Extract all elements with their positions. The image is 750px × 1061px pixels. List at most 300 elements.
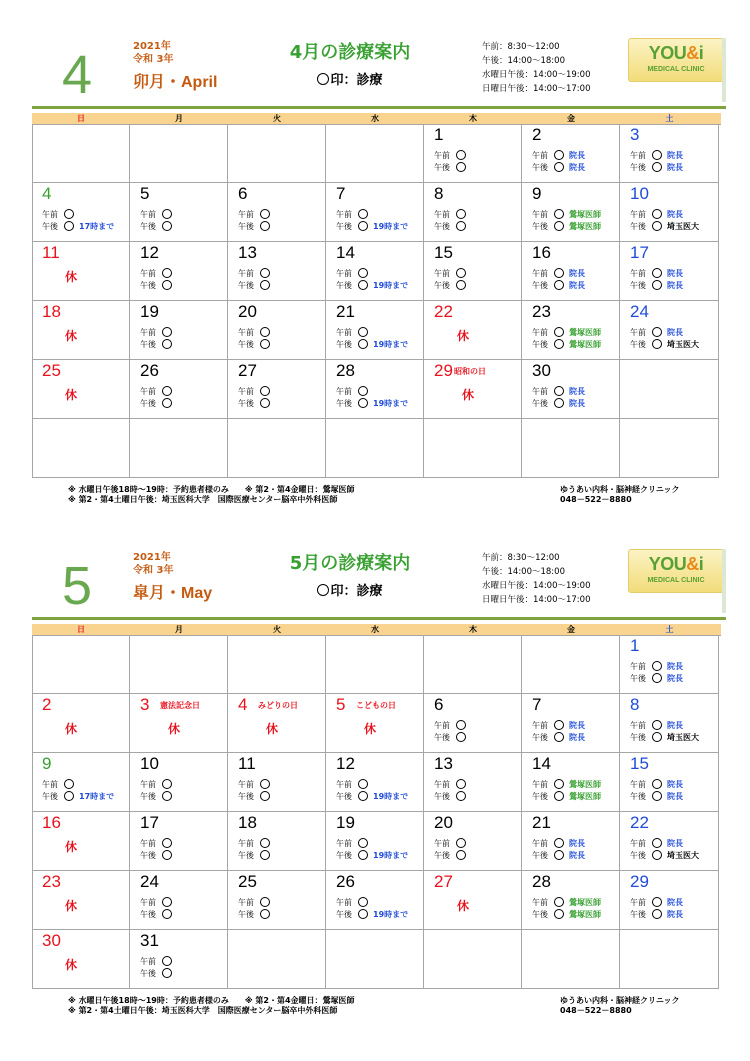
clinic-logo: [628, 549, 724, 593]
session-label: 午前: [532, 839, 548, 848]
session-note: 埼玉医大: [667, 733, 699, 742]
day-number: 28: [336, 361, 355, 380]
session-label: 午後: [434, 851, 450, 860]
day-cell: [620, 694, 719, 753]
session-label: 午前: [532, 780, 548, 789]
morning-row: [434, 838, 466, 849]
circle-icon: [260, 398, 270, 408]
morning-row: [140, 956, 172, 967]
day-cell: [130, 930, 228, 989]
circle-icon: [554, 221, 564, 231]
circle-icon: [260, 791, 270, 801]
session-label: 午後: [630, 910, 646, 919]
day-number: 7: [532, 695, 542, 714]
circle-icon: [162, 909, 172, 919]
circle-icon: [358, 791, 368, 801]
circle-icon: [554, 386, 564, 396]
afternoon-row: [140, 791, 172, 802]
holiday-name: 昭和の日: [454, 367, 486, 376]
morning-row: [140, 779, 172, 790]
circle-icon: [652, 209, 662, 219]
session-note: 院長: [569, 151, 585, 160]
logo-you: YOU: [648, 43, 687, 63]
day-number: 29: [434, 361, 453, 380]
morning-row: [140, 209, 172, 220]
morning-row: [238, 779, 270, 790]
afternoon-row: [238, 398, 270, 409]
session-label: 午前: [532, 898, 548, 907]
reiwa-label: 令和 3年: [133, 565, 174, 576]
session-label: 午前: [336, 210, 352, 219]
day-cell: [424, 183, 522, 242]
day-number: 8: [630, 695, 640, 714]
day-cell: [228, 694, 326, 753]
day-number: 17: [140, 813, 159, 832]
session-label: 午前: [336, 387, 352, 396]
day-number: 21: [336, 302, 355, 321]
session-note: 院長: [667, 328, 683, 337]
day-cell: [228, 242, 326, 301]
day-number: 1: [434, 125, 444, 144]
day-cell: [620, 812, 719, 871]
circle-icon: [260, 221, 270, 231]
clinic-name: ゆうあい内科・脳神経クリニック: [560, 485, 680, 494]
session-label: 午前: [238, 898, 254, 907]
day-number: 23: [42, 872, 61, 891]
session-label: 午前: [434, 721, 450, 730]
morning-row: [434, 268, 466, 279]
afternoon-row: [532, 162, 585, 173]
session-label: 午後: [532, 399, 548, 408]
day-cell: [130, 812, 228, 871]
empty-cell: [130, 635, 228, 694]
reiwa-label: 令和 3年: [133, 54, 174, 65]
circle-icon: [358, 909, 368, 919]
circle-icon: [554, 791, 564, 801]
session-note: 院長: [569, 387, 585, 396]
header-rule: [32, 617, 726, 620]
session-note: 院長: [667, 163, 683, 172]
circle-icon: [652, 897, 662, 907]
circle-icon: [554, 398, 564, 408]
month-name: 卯月・April: [133, 74, 218, 91]
calendar-cells: [32, 124, 721, 478]
closed-mark: 休: [65, 270, 78, 284]
afternoon-row: [140, 339, 172, 350]
circle-icon: [652, 327, 662, 337]
circle-icon: [260, 268, 270, 278]
circle-icon: [554, 280, 564, 290]
closed-mark: 休: [457, 329, 470, 343]
session-label: 午後: [532, 910, 548, 919]
empty-cell: [130, 419, 228, 478]
session-note: 院長: [569, 733, 585, 742]
session-label: 午前: [238, 780, 254, 789]
morning-row: [336, 386, 368, 397]
day-number: 12: [140, 243, 159, 262]
day-number: 2: [42, 695, 52, 714]
morning-row: [532, 838, 585, 849]
day-cell: [522, 694, 620, 753]
session-label: 午後: [238, 399, 254, 408]
hours-line: 日曜日午後：14:00～17:00: [482, 595, 591, 605]
weekday-label: 月: [175, 625, 183, 634]
circle-icon: [358, 850, 368, 860]
circle-icon: [358, 779, 368, 789]
day-number: 25: [42, 361, 61, 380]
circle-icon: [652, 280, 662, 290]
day-cell: [326, 360, 424, 419]
circle-icon: [162, 386, 172, 396]
empty-cell: [228, 930, 326, 989]
session-note: 院長: [569, 281, 585, 290]
empty-cell: [130, 124, 228, 183]
session-label: 午前: [630, 328, 646, 337]
day-cell: [620, 753, 719, 812]
session-label: 午前: [140, 210, 156, 219]
afternoon-row: [336, 791, 408, 802]
session-note: 19時まで: [373, 281, 409, 290]
day-number: 11: [42, 243, 60, 262]
weekday-header: [32, 624, 721, 635]
clinic-phone: 048－522－8880: [560, 495, 632, 504]
day-number: 16: [532, 243, 551, 262]
empty-cell: [522, 930, 620, 989]
morning-row: [532, 897, 601, 908]
afternoon-row: [140, 221, 172, 232]
logo-amp: &: [686, 554, 699, 574]
day-cell: [130, 871, 228, 930]
day-number: 21: [532, 813, 551, 832]
clinic-name: ゆうあい内科・脳神経クリニック: [560, 996, 680, 1005]
morning-row: [434, 779, 466, 790]
weekday-label: 金: [567, 625, 575, 634]
empty-cell: [326, 635, 424, 694]
footer-note: ※ 水曜日午後18時～19時：予約患者様のみ ※ 第2・第4金曜日：鶯塚医師: [68, 485, 355, 494]
session-note: 17時まで: [79, 792, 115, 801]
hours-line: 日曜日午後：14:00～17:00: [482, 84, 591, 94]
day-number: 22: [630, 813, 649, 832]
afternoon-row: [238, 280, 270, 291]
circle-icon: [652, 791, 662, 801]
afternoon-row: [434, 732, 466, 743]
circle-icon: [317, 584, 329, 596]
afternoon-row: [238, 909, 270, 920]
session-label: 午前: [630, 210, 646, 219]
session-label: 午前: [434, 839, 450, 848]
day-number: 1: [630, 636, 640, 655]
day-cell: [32, 301, 130, 360]
morning-row: [434, 720, 466, 731]
circle-icon: [260, 327, 270, 337]
day-number: 22: [434, 302, 453, 321]
closed-mark: 休: [65, 329, 78, 343]
circle-icon: [358, 897, 368, 907]
day-cell: [424, 812, 522, 871]
month-number: 4: [62, 45, 93, 105]
session-label: 午後: [238, 851, 254, 860]
empty-cell: [32, 635, 130, 694]
day-number: 23: [532, 302, 551, 321]
afternoon-row: [630, 909, 683, 920]
circle-icon: [652, 268, 662, 278]
session-label: 午後: [336, 910, 352, 919]
afternoon-row: [42, 221, 114, 232]
day-number: 9: [42, 754, 52, 773]
morning-row: [336, 897, 368, 908]
session-note: 埼玉医大: [667, 851, 699, 860]
morning-row: [238, 386, 270, 397]
session-label: 午前: [336, 780, 352, 789]
session-label: 午前: [140, 328, 156, 337]
session-label: 午前: [336, 898, 352, 907]
day-cell: [32, 360, 130, 419]
circle-icon: [260, 209, 270, 219]
weekday-label: 木: [469, 625, 477, 634]
session-label: 午前: [630, 839, 646, 848]
day-number: 7: [336, 184, 346, 203]
year-label: 2021年: [133, 552, 171, 563]
day-number: 6: [238, 184, 248, 203]
circle-icon: [652, 720, 662, 730]
clinic-hours: [482, 40, 591, 96]
circle-icon: [162, 398, 172, 408]
day-cell: [326, 183, 424, 242]
morning-row: [336, 779, 368, 790]
day-cell: [424, 871, 522, 930]
session-label: 午後: [532, 792, 548, 801]
weekday-label: 日: [77, 625, 85, 634]
morning-row: [140, 268, 172, 279]
day-cell: [32, 871, 130, 930]
afternoon-row: [336, 398, 408, 409]
circle-icon: [162, 968, 172, 978]
circle-icon: [64, 791, 74, 801]
logo-shadow: [722, 38, 726, 102]
circle-icon: [652, 909, 662, 919]
session-label: 午後: [238, 792, 254, 801]
afternoon-row: [238, 791, 270, 802]
closed-mark: 休: [65, 840, 78, 854]
day-number: 10: [630, 184, 649, 203]
day-number: 25: [238, 872, 257, 891]
legend-text: 印：診療: [330, 584, 383, 599]
hours-line: 午後：14:00～18:00: [482, 567, 565, 577]
morning-row: [336, 327, 368, 338]
weekday-label: 日: [77, 114, 85, 123]
circle-icon: [358, 209, 368, 219]
session-label: 午前: [532, 210, 548, 219]
session-label: 午前: [434, 780, 450, 789]
day-number: 18: [238, 813, 257, 832]
logo-shadow: [722, 549, 726, 613]
legend: [245, 69, 455, 88]
session-note: 院長: [667, 674, 683, 683]
day-number: 4: [238, 695, 248, 714]
page-title: 5月の診療案内: [289, 553, 411, 574]
day-cell: [424, 694, 522, 753]
afternoon-row: [42, 791, 114, 802]
session-label: 午前: [238, 269, 254, 278]
circle-icon: [162, 838, 172, 848]
morning-row: [238, 268, 270, 279]
session-note: 院長: [569, 269, 585, 278]
circle-icon: [64, 209, 74, 219]
day-cell: [326, 242, 424, 301]
afternoon-row: [532, 850, 585, 861]
session-label: 午前: [140, 898, 156, 907]
holiday-name: みどりの日: [258, 701, 298, 710]
session-note: 鶯塚医師: [569, 910, 601, 919]
empty-cell: [522, 419, 620, 478]
session-note: 院長: [569, 163, 585, 172]
morning-row: [42, 209, 74, 220]
session-label: 午後: [630, 733, 646, 742]
holiday-name: 憲法記念日: [160, 701, 200, 710]
morning-row: [140, 327, 172, 338]
afternoon-row: [630, 280, 683, 291]
circle-icon: [554, 720, 564, 730]
circle-icon: [652, 732, 662, 742]
morning-row: [630, 779, 683, 790]
session-note: 院長: [667, 269, 683, 278]
circle-icon: [652, 779, 662, 789]
session-label: 午前: [140, 957, 156, 966]
circle-icon: [64, 221, 74, 231]
afternoon-row: [238, 850, 270, 861]
session-label: 午後: [140, 851, 156, 860]
circle-icon: [358, 221, 368, 231]
session-label: 午前: [336, 269, 352, 278]
circle-icon: [652, 221, 662, 231]
afternoon-row: [434, 221, 466, 232]
session-label: 午前: [238, 328, 254, 337]
session-label: 午後: [42, 792, 58, 801]
day-cell: [130, 183, 228, 242]
afternoon-row: [630, 339, 699, 350]
closed-mark: 休: [65, 388, 78, 402]
session-label: 午前: [532, 328, 548, 337]
day-cell: [620, 242, 719, 301]
weekday-header: [32, 113, 721, 124]
afternoon-row: [532, 791, 601, 802]
day-number: 17: [630, 243, 649, 262]
session-label: 午後: [434, 163, 450, 172]
circle-icon: [162, 221, 172, 231]
session-label: 午後: [532, 851, 548, 860]
empty-cell: [32, 124, 130, 183]
day-cell: [326, 753, 424, 812]
day-cell: [620, 301, 719, 360]
circle-icon: [652, 339, 662, 349]
circle-icon: [456, 850, 466, 860]
session-label: 午後: [630, 281, 646, 290]
afternoon-row: [140, 850, 172, 861]
circle-icon: [554, 150, 564, 160]
day-cell: [522, 242, 620, 301]
day-number: 31: [140, 931, 159, 950]
morning-row: [630, 209, 683, 220]
afternoon-row: [532, 221, 601, 232]
morning-row: [630, 327, 683, 338]
empty-cell: [424, 635, 522, 694]
session-note: 埼玉医大: [667, 340, 699, 349]
session-label: 午後: [630, 340, 646, 349]
weekday-label: 火: [273, 625, 281, 634]
clinic-logo: [628, 38, 724, 82]
circle-icon: [162, 268, 172, 278]
clinic-hours: [482, 551, 591, 607]
day-number: 20: [238, 302, 257, 321]
day-number: 13: [238, 243, 257, 262]
session-label: 午後: [140, 222, 156, 231]
afternoon-row: [336, 280, 408, 291]
day-number: 3: [630, 125, 640, 144]
day-number: 24: [630, 302, 649, 321]
afternoon-row: [140, 968, 172, 979]
circle-icon: [554, 339, 564, 349]
session-note: 院長: [667, 839, 683, 848]
footer-note: ※ 第2・第4土曜日午後：埼玉医科大学 国際医療センター脳卒中外科医師: [68, 1006, 338, 1015]
circle-icon: [260, 909, 270, 919]
session-label: 午後: [532, 340, 548, 349]
afternoon-row: [238, 339, 270, 350]
morning-row: [336, 268, 368, 279]
logo-text: [629, 43, 723, 64]
day-number: 15: [434, 243, 453, 262]
afternoon-row: [630, 791, 683, 802]
closed-mark: 休: [65, 899, 78, 913]
session-label: 午前: [630, 151, 646, 160]
day-number: 30: [532, 361, 551, 380]
day-number: 11: [238, 754, 256, 773]
day-number: 20: [434, 813, 453, 832]
circle-icon: [456, 162, 466, 172]
weekday-label: 土: [665, 625, 674, 634]
session-label: 午後: [238, 910, 254, 919]
session-note: 院長: [667, 662, 683, 671]
circle-icon: [554, 209, 564, 219]
empty-cell: [228, 419, 326, 478]
day-number: 30: [42, 931, 61, 950]
empty-cell: [326, 419, 424, 478]
session-label: 午前: [532, 387, 548, 396]
session-label: 午前: [42, 210, 58, 219]
session-note: 院長: [667, 898, 683, 907]
afternoon-row: [532, 280, 585, 291]
day-number: 19: [140, 302, 159, 321]
day-cell: [620, 124, 719, 183]
session-label: 午前: [336, 839, 352, 848]
circle-icon: [260, 838, 270, 848]
circle-icon: [456, 150, 466, 160]
day-number: 12: [336, 754, 355, 773]
session-label: 午後: [238, 281, 254, 290]
circle-icon: [456, 720, 466, 730]
circle-icon: [456, 221, 466, 231]
empty-cell: [32, 419, 130, 478]
session-note: 院長: [667, 151, 683, 160]
day-number: 3: [140, 695, 150, 714]
circle-icon: [260, 779, 270, 789]
empty-cell: [620, 360, 719, 419]
circle-icon: [260, 897, 270, 907]
day-number: 10: [140, 754, 159, 773]
afternoon-row: [630, 673, 683, 684]
empty-cell: [228, 124, 326, 183]
legend: [245, 580, 455, 599]
circle-icon: [162, 779, 172, 789]
